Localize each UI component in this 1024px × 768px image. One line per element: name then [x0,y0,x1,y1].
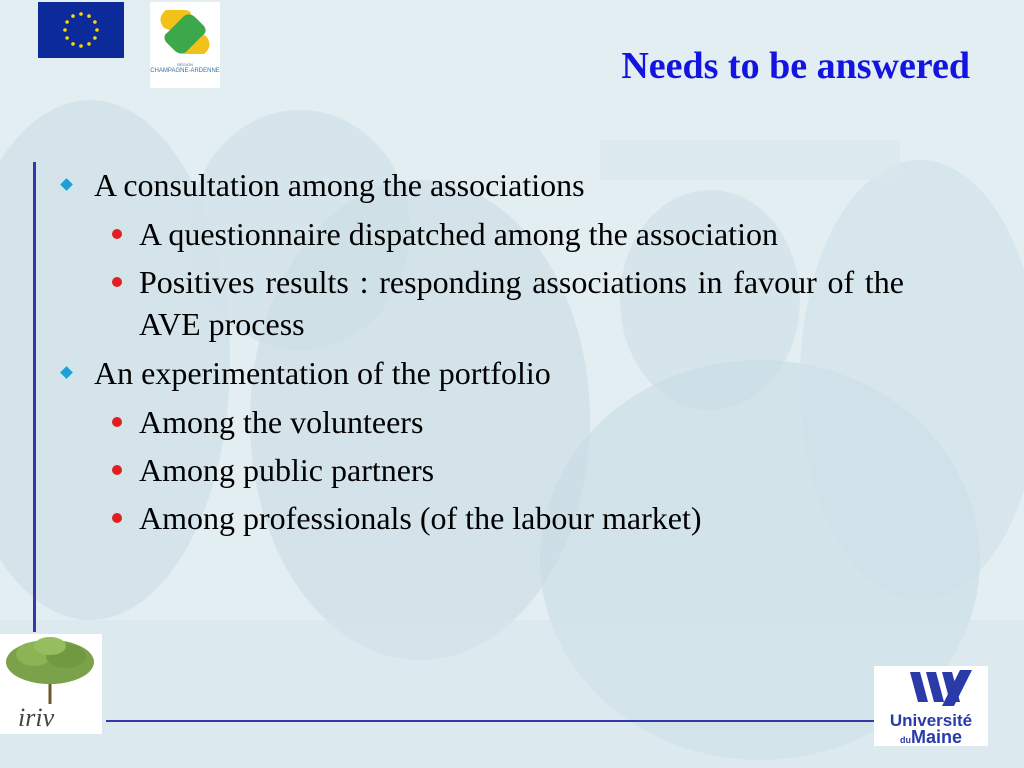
vertical-rule [33,162,36,632]
sub-bullet-item [94,213,904,255]
bullet-list [54,163,904,539]
sub-bullet-item [94,497,904,539]
sub-bullet-list [94,213,904,345]
bullet-text: An experimentation of the portfolio [94,355,551,391]
iriv-label: iriv [18,703,55,732]
diamond-bullet-icon [60,366,73,379]
sub-bullet-text: Among the volunteers [139,404,424,440]
ginkgo-tree-icon [0,634,102,706]
sub-bullet-text: Among public partners [139,452,435,488]
iriv-logo [0,634,102,734]
sub-bullet-text: Among professionals (of the labour market) [139,500,702,536]
sub-bullet-item [94,401,904,443]
region-emblem-icon [150,2,220,62]
dot-bullet-icon [112,277,122,287]
sub-bullet-item [94,261,904,345]
horizontal-rule [106,720,876,722]
dot-bullet-icon [112,465,122,475]
dot-bullet-icon [112,513,122,523]
university-label-line1: Université [889,711,973,730]
sub-bullet-text: A questionnaire dispatched among the association [139,216,778,252]
region-small-label: RÉGION [177,62,193,67]
dot-bullet-icon [112,417,122,427]
university-label-line2 [874,728,988,749]
sub-bullet-item [94,449,904,491]
eu-flag-logo [38,2,124,58]
slide-title: Needs to be answered [621,45,970,87]
university-du-label: du [899,735,911,745]
bullet-row [94,351,904,395]
universite-du-maine-logo [874,666,988,746]
sub-bullet-text: Positives results : responding associations in favour of the AVE process [139,264,904,342]
champagne-ardenne-logo [150,2,220,88]
dot-bullet-icon [112,229,122,239]
bullet-item [54,351,904,539]
university-maine-label: Maine [910,727,962,747]
sub-bullet-list [94,401,904,539]
university-emblem-icon [874,666,988,712]
diamond-bullet-icon [60,178,73,191]
bullet-row [94,163,904,207]
bullet-item [54,163,904,345]
bullet-text: A consultation among the associations [94,167,585,203]
eu-stars-icon [38,2,124,58]
region-name-label: CHAMPAGNE-ARDENNE [150,68,220,74]
